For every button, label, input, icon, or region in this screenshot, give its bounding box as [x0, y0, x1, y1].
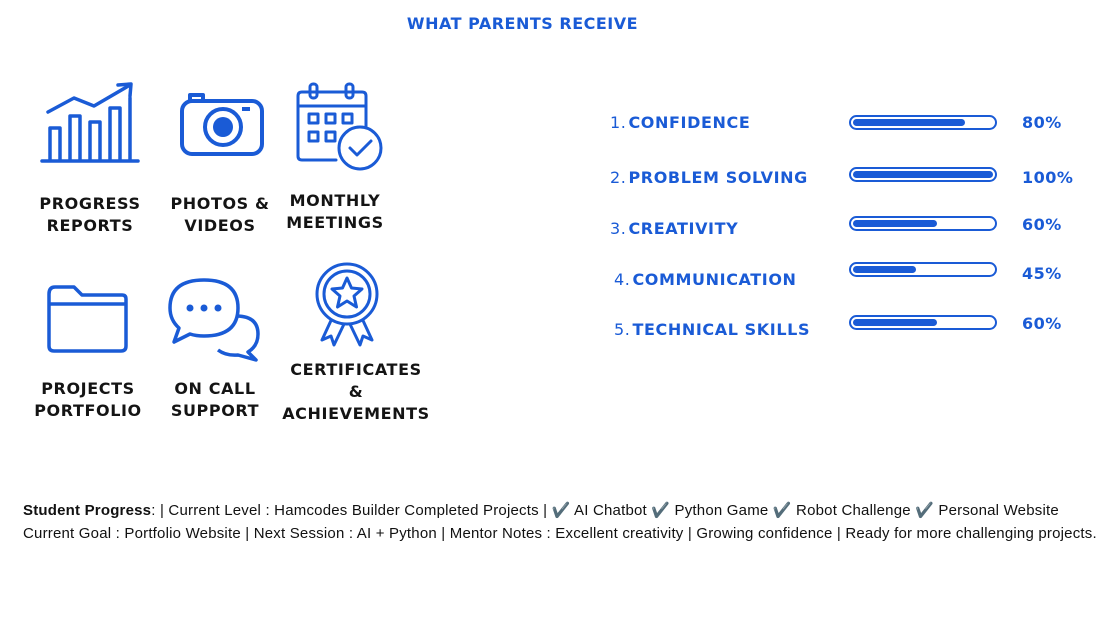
skill-bar-creativity: [849, 216, 997, 231]
skill-label-problem-solving: 2. PROBLEM SOLVING: [610, 168, 808, 187]
skill-percent-creativity: 60%: [1022, 215, 1062, 234]
service-label-photos-videos: PHOTOS & VIDEOS: [170, 194, 270, 235]
folder-icon: [46, 284, 129, 354]
summary-heading: Student Progress: [23, 502, 152, 519]
skill-percent-communication: 45%: [1022, 264, 1062, 283]
skill-percent-confidence: 80%: [1022, 113, 1062, 132]
bar-chart-growth-icon: [40, 82, 140, 164]
skill-bar-technical-skills: [849, 315, 997, 330]
skill-label-confidence: 1. CONFIDENCE: [610, 113, 751, 132]
skill-label-technical-skills: 5. TECHNICAL SKILLS: [614, 320, 811, 339]
skill-percent-problem-solving: 100%: [1022, 168, 1074, 187]
service-label-progress-reports: PROGRESS REPORTS: [39, 194, 141, 235]
chat-bubbles-icon: [166, 276, 264, 362]
skill-bar-communication: [849, 262, 997, 277]
skill-bar-fill: [853, 171, 993, 178]
skill-bar-fill: [853, 266, 916, 273]
service-label-monthly-meetings: MONTHLY MEETINGS: [286, 191, 384, 232]
student-progress-summary: [23, 499, 1103, 545]
calendar-check-icon: [296, 82, 384, 172]
skill-label-creativity: 3. CREATIVITY: [610, 219, 739, 238]
skill-bar-problem-solving: [849, 167, 997, 182]
skill-label-communication: 4. COMMUNICATION: [614, 270, 797, 289]
award-badge-icon: [314, 262, 380, 346]
skill-bar-fill: [853, 119, 965, 126]
camera-icon: [179, 87, 265, 157]
service-label-on-call-support: ON CALL SUPPORT: [170, 379, 260, 420]
skill-percent-technical-skills: 60%: [1022, 314, 1062, 333]
skill-bar-fill: [853, 220, 937, 227]
service-label-certificates-achievements: CERTIFICATES & ACHIEVEMENTS: [282, 360, 430, 423]
service-label-projects-portfolio: PROJECTS PORTFOLIO: [34, 379, 142, 420]
summary-body: : | Current Level : Hamcodes Builder Completed Projects | ✔️ AI Chatbot ✔️ Python Game ✔️ Robot Challenge ✔️ Personal Website Current Goal : Portfolio Website | Next Session : AI + Python | Mentor Notes : Excellent creativity | Growing confidence | Ready for more challenging projects.: [23, 502, 1097, 542]
skill-bar-fill: [853, 319, 937, 326]
skill-bar-confidence: [849, 115, 997, 130]
page-title: WHAT PARENTS RECEIVE: [406, 14, 639, 33]
